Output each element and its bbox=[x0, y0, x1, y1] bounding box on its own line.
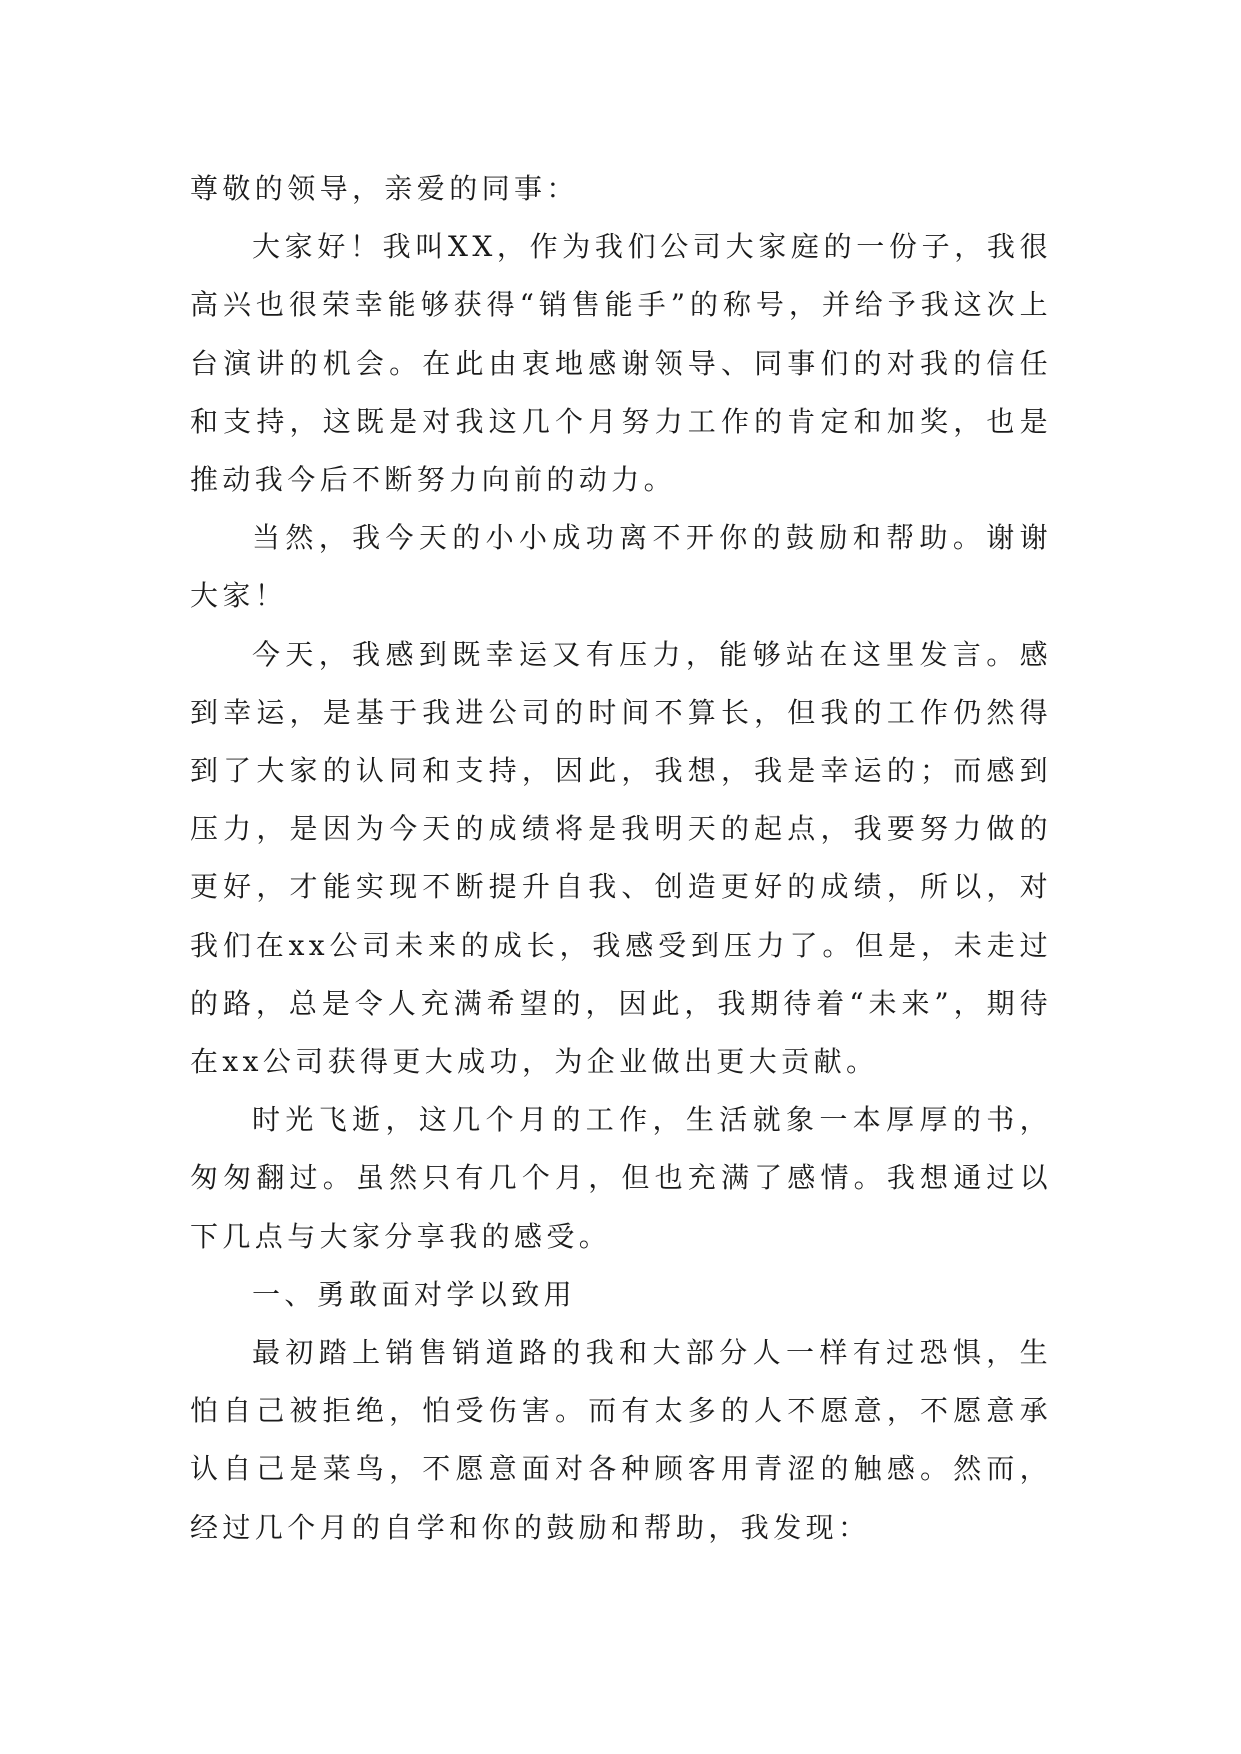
paragraph-thanks: 当然，我今天的小小成功离不开你的鼓励和帮助。谢谢大家！ bbox=[190, 521, 1052, 613]
document-body bbox=[190, 160, 1052, 1557]
section-heading-1: 一、勇敢面对学以致用 bbox=[252, 1277, 577, 1311]
salutation: 尊敬的领导，亲爱的同事： bbox=[190, 172, 579, 205]
paragraph-section-1: 最初踏上销售销道路的我和大部分人一样有过恐惧，生怕自己被拒绝，怕受伤害。而有太多的人不愿意，不愿意承认自己是菜鸟，不愿意面对各种顾客用青涩的触感。然而，经过几个月的自学和你的鼓励和帮助，我发现： bbox=[190, 1336, 1052, 1544]
paragraph-time-flies: 时光飞逝，这几个月的工作，生活就象一本厚厚的书，匆匆翻过。虽然只有几个月，但也充满了感情。我想通过以下几点与大家分享我的感受。 bbox=[190, 1103, 1052, 1253]
paragraph-greeting: 大家好！我叫XX，作为我们公司大家庭的一份子，我很高兴也很荣幸能够获得“销售能手”的称号，并给予我这次上台演讲的机会。在此由衷地感谢领导、同事们的对我的信任和支持，这既是对我这几个月努力工作的肯定和加奖，也是推动我今后不断努力向前的动力。 bbox=[190, 230, 1052, 497]
paragraph-feelings: 今天，我感到既幸运又有压力，能够站在这里发言。感到幸运，是基于我进公司的时间不算长，但我的工作仍然得到了大家的认同和支持，因此，我想，我是幸运的；而感到压力，是因为今天的成绩将是我明天的起点，我要努力做的更好，才能实现不断提升自我、创造更好的成绩，所以，对我们在xx公司未来的成长，我感受到压力了。但是，未走过的路，总是令人充满希望的，因此，我期待着“未来”，期待在xx公司获得更大成功，为企业做出更大贡献。 bbox=[190, 637, 1052, 1079]
